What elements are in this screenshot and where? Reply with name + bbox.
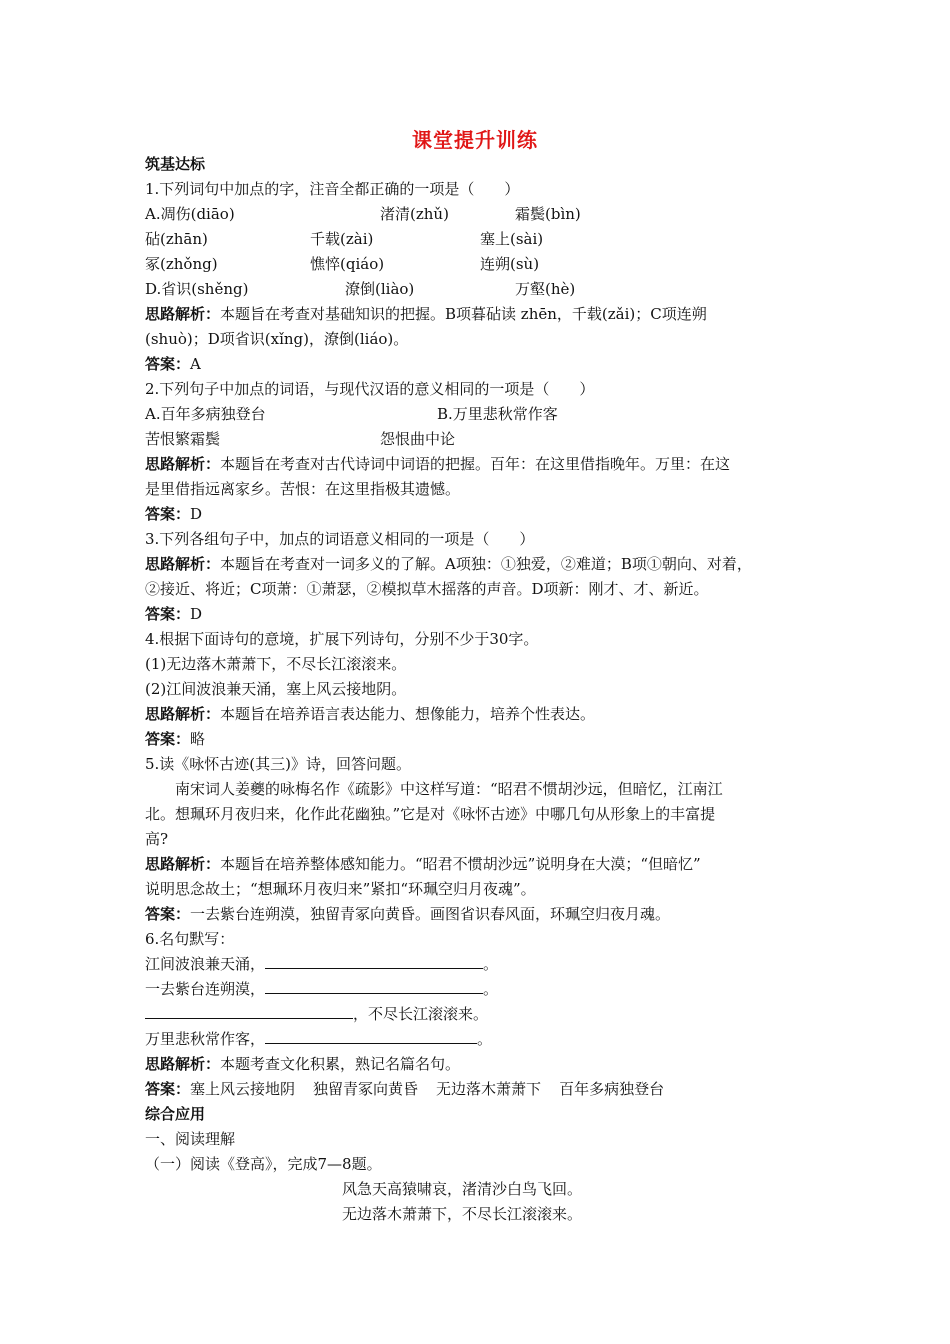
answer-text: A xyxy=(190,355,201,373)
analysis-continued: 是里借指远离家乡。苦恨：在这里指极其遗憾。 xyxy=(145,480,461,498)
answer-label: 答案： xyxy=(145,355,191,373)
fill-prompt: 一去紫台连朔漠， xyxy=(145,980,266,998)
analysis-text: 本题考查文化积累，熟记名篇名句。 xyxy=(220,1055,461,1073)
answer xyxy=(145,502,815,527)
question-stem: 1.下列词句中加点的字，注音全都正确的一项是（ ） xyxy=(145,180,520,198)
analysis-text: 本题旨在考查对一词多义的了解。A项独：①独爱，②难道；B项①朝向、对着， xyxy=(220,555,752,573)
sub-item: (1)无边落木萧萧下，不尽长江滚滚来。 xyxy=(145,655,407,673)
part-heading: 一、阅读理解 xyxy=(145,1130,236,1148)
answer xyxy=(145,727,815,752)
answer-text: 塞上风云接地阴 xyxy=(190,1080,296,1098)
option-row xyxy=(145,252,815,277)
fill-prompt: 江间波浪兼天涌， xyxy=(145,955,266,973)
answer-label: 答案： xyxy=(145,1080,191,1098)
fill-line xyxy=(145,977,815,1002)
question-stem: 5.读《咏怀古迹(其三)》诗，回答问题。 xyxy=(145,755,412,773)
analysis-label: 思路解析： xyxy=(145,455,221,473)
poem-line: 风急天高猿啸哀，渚清沙白鸟飞回。 xyxy=(342,1180,583,1198)
fill-line xyxy=(145,1002,815,1027)
option-row xyxy=(145,202,815,227)
fill-blank[interactable] xyxy=(145,1002,353,1019)
passage-line: 高? xyxy=(145,830,169,848)
analysis-continued: (shuò)；D项省识(xǐng)，潦倒(liáo)。 xyxy=(145,330,409,348)
document-body xyxy=(145,152,815,1227)
fill-line xyxy=(145,1027,815,1052)
answer-text: 独留青冢向黄昏 xyxy=(313,1080,419,1098)
analysis-text: 本题旨在考查对古代诗词中词语的把握。百年：在这里借指晚年。万里：在这 xyxy=(220,455,731,473)
reading-instruction: （一）阅读《登高》，完成7—8题。 xyxy=(145,1155,382,1173)
analysis-continued: 说明思念故土；“想珮环月夜归来”紧扣“环珮空归月夜魂”。 xyxy=(145,880,536,898)
option-item: 连朔(sù) xyxy=(480,255,540,273)
question-stem: 4.根据下面诗句的意境，扩展下列诗句，分别不少于30字。 xyxy=(145,630,539,648)
fill-end: 。 xyxy=(483,955,499,973)
option-item: B.万里悲秋常作客 xyxy=(437,405,558,423)
answer xyxy=(145,352,815,377)
question-stem: 2.下列句子中加点的词语，与现代汉语的意义相同的一项是（ ） xyxy=(145,380,595,398)
analysis-label: 思路解析： xyxy=(145,705,221,723)
analysis-text: 本题旨在培养语言表达能力、想像能力，培养个性表达。 xyxy=(220,705,596,723)
answer-label: 答案： xyxy=(145,505,191,523)
answer xyxy=(145,602,815,627)
sub-item: (2)江间波浪兼天涌，塞上风云接地阴。 xyxy=(145,680,407,698)
answer-text: D xyxy=(190,605,203,623)
analysis xyxy=(145,552,815,577)
option-item: 冢(zhǒng) xyxy=(145,255,218,273)
answer-text: D xyxy=(190,505,203,523)
option-row xyxy=(145,277,815,302)
option-item: 万壑(hè) xyxy=(515,280,576,298)
analysis-continued: ②接近、将近；C项萧：①萧瑟，②模拟草木摇落的声音。D项新：刚才、才、新近。 xyxy=(145,580,709,598)
analysis xyxy=(145,302,815,327)
analysis-label: 思路解析： xyxy=(145,305,221,323)
option-item: 霜鬓(bìn) xyxy=(515,205,581,223)
option-item: 塞上(sài) xyxy=(480,230,544,248)
fill-line xyxy=(145,952,815,977)
answer-label: 答案： xyxy=(145,605,191,623)
section-heading: 筑基达标 xyxy=(145,155,206,173)
option-row xyxy=(145,427,815,452)
analysis-text: 本题旨在考查对基础知识的把握。B项暮砧读 zhēn，千载(zǎi)；C项连朔 xyxy=(220,305,707,323)
page-title: 课堂提升训练 xyxy=(412,128,538,152)
analysis-text: 本题旨在培养整体感知能力。“昭君不惯胡沙远”说明身在大漠；“但暗忆” xyxy=(220,855,701,873)
poem-line: 无边落木萧萧下，不尽长江滚滚来。 xyxy=(342,1205,583,1223)
fill-end: ，不尽长江滚滚来。 xyxy=(353,1005,489,1023)
question-stem: 3.下列各组句子中，加点的词语意义相同的一项是（ ） xyxy=(145,530,535,548)
analysis-label: 思路解析： xyxy=(145,855,221,873)
section-heading: 综合应用 xyxy=(145,1105,206,1123)
answer xyxy=(145,902,815,927)
answer xyxy=(145,1077,815,1102)
passage-line: 南宋词人姜夔的咏梅名作《疏影》中这样写道：“昭君不惯胡沙远，但暗忆，江南江 xyxy=(175,780,723,798)
fill-blank[interactable] xyxy=(265,1027,477,1044)
analysis xyxy=(145,702,815,727)
question-stem: 6.名句默写： xyxy=(145,930,235,948)
analysis xyxy=(145,852,815,877)
option-item: 憔悴(qiáo) xyxy=(310,255,385,273)
answer-label: 答案： xyxy=(145,905,191,923)
answer-text: 一去紫台连朔漠，独留青冢向黄昏。画图省识春风面，环珮空归夜月魂。 xyxy=(190,905,671,923)
answer-text: 无边落木萧萧下 xyxy=(436,1080,542,1098)
option-item: 苦恨繁霜鬓 xyxy=(145,430,221,448)
analysis-label: 思路解析： xyxy=(145,555,221,573)
fill-prompt: 万里悲秋常作客， xyxy=(145,1030,266,1048)
option-item: D.省识(shěng) xyxy=(145,280,249,298)
analysis xyxy=(145,1052,815,1077)
option-item: 潦倒(liào) xyxy=(345,280,415,298)
option-item: A.凋伤(diāo) xyxy=(145,205,235,223)
passage-line: 北。想珮环月夜归来，化作此花幽独。”它是对《咏怀古迹》中哪几句从形象上的丰富提 xyxy=(145,805,716,823)
option-item: 砧(zhān) xyxy=(145,230,208,248)
analysis-label: 思路解析： xyxy=(145,1055,221,1073)
option-row xyxy=(145,227,815,252)
option-row xyxy=(145,402,815,427)
fill-end: 。 xyxy=(477,1030,493,1048)
fill-end: 。 xyxy=(483,980,499,998)
option-item: A.百年多病独登台 xyxy=(145,405,266,423)
answer-label: 答案： xyxy=(145,730,191,748)
option-item: 渚清(zhǔ) xyxy=(380,205,449,223)
answer-text: 百年多病独登台 xyxy=(559,1080,665,1098)
option-item: 怨恨曲中论 xyxy=(380,430,456,448)
fill-blank[interactable] xyxy=(265,952,483,969)
analysis xyxy=(145,452,815,477)
option-item: 千载(zài) xyxy=(310,230,374,248)
fill-blank[interactable] xyxy=(265,977,483,994)
answer-text: 略 xyxy=(190,730,206,748)
